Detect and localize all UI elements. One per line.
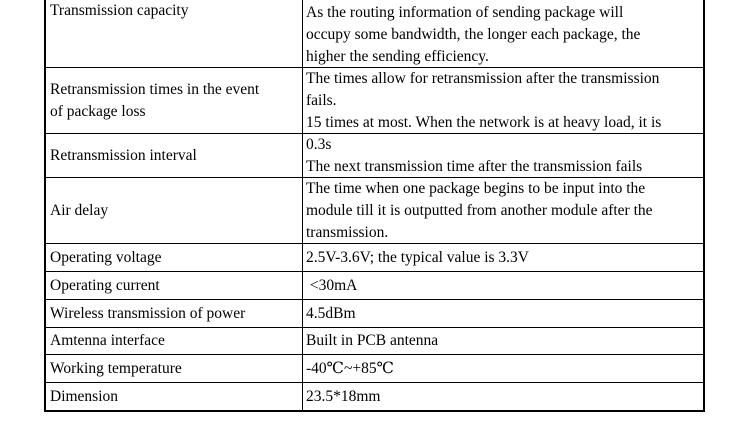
param-text: Air delay bbox=[50, 201, 109, 219]
desc-cell bbox=[306, 134, 701, 177]
param-text: Working temperature bbox=[50, 359, 182, 377]
param-cell bbox=[50, 134, 300, 177]
param-cell bbox=[50, 355, 300, 382]
table-row bbox=[46, 134, 703, 178]
param-cell bbox=[50, 244, 300, 271]
desc-text: 23.5*18mm bbox=[306, 387, 381, 405]
param-text: Dimension bbox=[50, 387, 119, 405]
desc-text: module till it is outputted from another module after the bbox=[306, 202, 653, 219]
desc-cell bbox=[306, 68, 701, 133]
desc-cell bbox=[306, 244, 701, 271]
param-text: of package loss bbox=[50, 102, 146, 120]
desc-text: 0.3s bbox=[306, 136, 332, 153]
param-cell bbox=[50, 272, 300, 299]
param-cell bbox=[50, 178, 300, 243]
desc-text: -40℃~+85℃ bbox=[306, 359, 394, 377]
desc-text: The time when one package begins to be input into the bbox=[306, 180, 646, 197]
spec-table bbox=[44, 0, 705, 412]
param-text: Operating voltage bbox=[50, 248, 162, 266]
table-row bbox=[46, 328, 703, 355]
param-text: Amtenna interface bbox=[50, 332, 165, 349]
desc-text: transmission. bbox=[306, 224, 389, 241]
table-row bbox=[46, 178, 703, 244]
desc-cell bbox=[306, 178, 701, 243]
desc-cell bbox=[306, 300, 701, 327]
table-row bbox=[46, 244, 703, 272]
param-text: Operating current bbox=[50, 276, 160, 294]
desc-text: <30mA bbox=[306, 276, 358, 294]
desc-text: higher the sending efficiency. bbox=[306, 48, 489, 65]
param-cell bbox=[50, 383, 300, 410]
desc-text: fails. bbox=[306, 92, 337, 109]
desc-text: 15 times at most. When the network is at heavy load, it is bbox=[306, 114, 662, 131]
desc-cell bbox=[306, 383, 701, 410]
param-cell bbox=[50, 68, 300, 133]
param-cell bbox=[50, 0, 300, 67]
table-row bbox=[46, 300, 703, 328]
desc-text: The times allow for retransmission after the transmission bbox=[306, 70, 660, 87]
desc-text: As the routing information of sending package will bbox=[306, 4, 624, 21]
param-text: Retransmission times in the event bbox=[50, 80, 260, 98]
table-row bbox=[46, 383, 703, 410]
table-row bbox=[46, 0, 703, 68]
param-cell bbox=[50, 328, 300, 354]
desc-cell bbox=[306, 328, 701, 354]
desc-cell bbox=[306, 355, 701, 382]
desc-text: The next transmission time after the transmission fails bbox=[306, 158, 643, 175]
table-row bbox=[46, 68, 703, 134]
param-text: Transmission capacity bbox=[50, 2, 189, 19]
desc-text: 4.5dBm bbox=[306, 304, 356, 322]
desc-text: 2.5V-3.6V; the typical value is 3.3V bbox=[306, 248, 529, 266]
desc-cell bbox=[306, 2, 701, 67]
table-row bbox=[46, 272, 703, 300]
desc-cell bbox=[306, 272, 701, 299]
param-cell bbox=[50, 300, 300, 327]
param-text: Wireless transmission of power bbox=[50, 304, 246, 322]
table-row bbox=[46, 355, 703, 383]
param-text: Retransmission interval bbox=[50, 146, 197, 164]
desc-text: occupy some bandwidth, the longer each package, the bbox=[306, 26, 641, 43]
desc-text: Built in PCB antenna bbox=[306, 332, 439, 349]
